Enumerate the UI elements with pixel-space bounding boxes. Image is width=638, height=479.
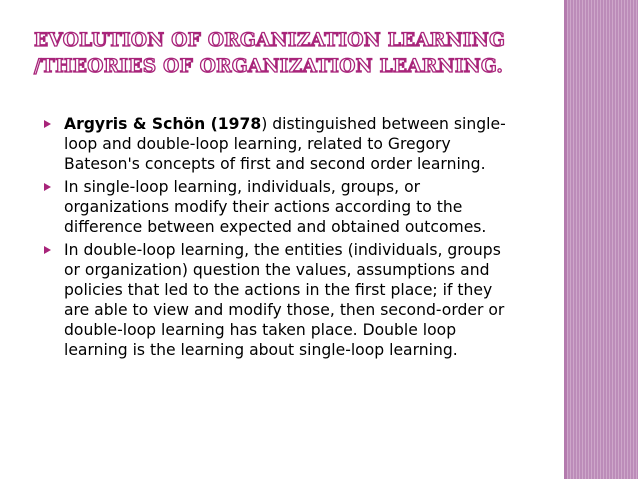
decorative-sidebar	[567, 0, 638, 479]
bullet-text: ) distinguished between single-loop and double-loop learning, related to Gregory Bateson's concepts of first and second order learning.	[64, 115, 506, 173]
bullet-item-2	[44, 177, 514, 237]
bullet-list	[44, 114, 514, 363]
title-line-1: EVOLUTION OF ORGANIZATION LEARNING	[34, 30, 506, 51]
triangle-bullet-icon	[44, 120, 51, 128]
title-line-2: /THEORIES OF ORGANIZATION LEARNING.	[34, 56, 504, 77]
bullet-text: In double-loop learning, the entities (individuals, groups or organization) question the values, assumptions and policies that led to the actions in the first place; if they are able to view and modify those, then second-order or double-loop learning has taken place. Double loop learning is the learning about single-loop learning.	[64, 241, 505, 359]
bullet-item-1	[44, 114, 514, 174]
slide-title	[34, 28, 554, 80]
triangle-bullet-icon	[44, 246, 51, 254]
bullet-text: In single-loop learning, individuals, groups, or organizations modify their actions according to the difference between expected and obtained outcomes.	[64, 178, 487, 236]
triangle-bullet-icon	[44, 183, 51, 191]
bullet-bold-lead: Argyris & Schön (1978	[64, 115, 262, 133]
bullet-item-3	[44, 240, 514, 360]
